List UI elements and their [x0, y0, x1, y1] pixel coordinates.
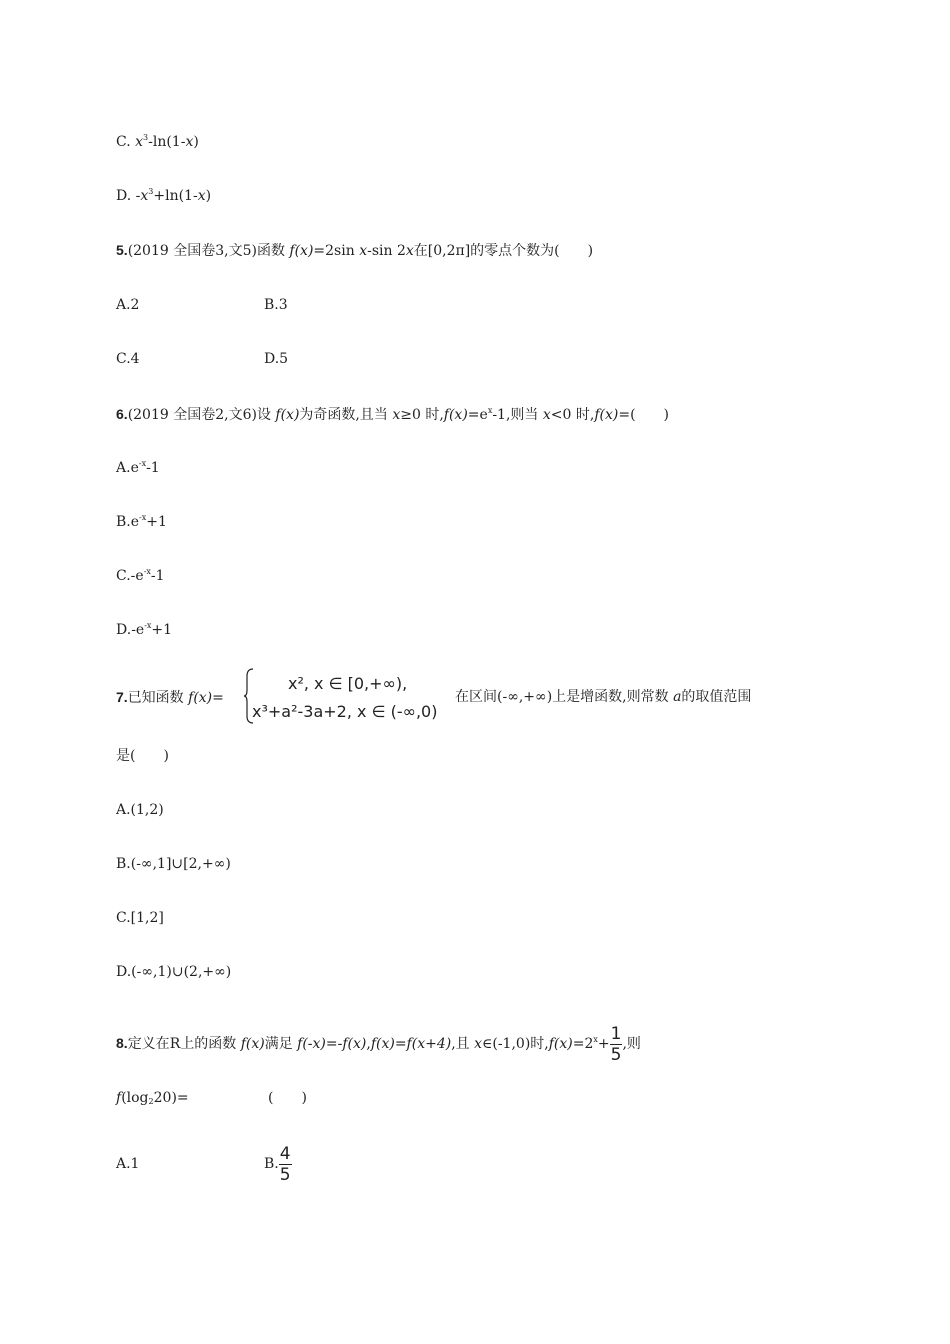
- q8-option-a: A.1: [116, 1156, 140, 1172]
- q6-option-a: $A.e^{-x}-1$: [116, 459, 160, 476]
- q6-stem: 6.(2019 全国卷2,文6)设 f(x)为奇函数,且当 x≥0 时$,f(x)=e^x-1$,则当 x<0 时,f(x)=( ): [116, 406, 669, 423]
- q6-number: 6.: [116, 406, 128, 422]
- q7-stem-prefix: 7.已知函数 f(x)=: [116, 689, 224, 706]
- q7-number: 7.: [116, 689, 128, 705]
- q4-option-c: C. $x^3-\ln(1-x)$: [116, 133, 199, 150]
- q5-option-c: C.4: [116, 351, 140, 367]
- q5-option-a: A.2: [116, 297, 140, 313]
- q7-stem-line2: 是( ): [116, 748, 169, 764]
- q5-stem: 5.(2019 全国卷3,文5)函数 f(x)=2sin x-sin 2x在[0,2π]的零点个数为( ): [116, 242, 594, 259]
- q4-option-d: D. $-x^3+\ln(1-x)$: [116, 187, 212, 204]
- q5-number: 5.: [116, 242, 128, 258]
- q7-option-a: A.(1,2): [116, 802, 164, 818]
- q6-option-d: $D.-e^{-x}+1$: [116, 621, 173, 638]
- q8-stem: 8.定义在R上的函数 f(x)满足 f(-x)=-f(x),f(x)=f(x+4),且 x∈(-1,0)时$,f(x)=2^x+$ $\frac{1}{5}$ ,则: [116, 1023, 641, 1065]
- q6-option-b: $B.e^{-x}+1$: [116, 513, 167, 530]
- fraction-one-fifth: $\frac{1}{5}$: [610, 1023, 622, 1065]
- q7-stem-suffix: 在区间(-∞,+∞)上是增函数,则常数 a的取值范围: [455, 689, 752, 705]
- piecewise-case-1: x², x ∈ [0,+∞),: [288, 674, 408, 693]
- q8-number: 8.: [116, 1035, 128, 1051]
- q5-option-d: D.5: [264, 351, 289, 367]
- q7-option-b: B.(-∞,1]∪[2,+∞): [116, 856, 231, 872]
- q5-option-b: B.3: [264, 297, 288, 313]
- piecewise-case-2: x³+a²-3a+2, x ∈ (-∞,0): [252, 702, 438, 721]
- q6-option-c: $C.-e^{-x}-1$: [116, 567, 165, 584]
- q7-option-c: C.[1,2]: [116, 910, 164, 926]
- q8-stem-line2: $f(\log_220)=$: [116, 1090, 189, 1106]
- q8-option-b: B. $\frac{4}{5}$: [264, 1143, 291, 1185]
- q8-answer-paren: ( ): [268, 1090, 307, 1106]
- fraction-four-fifths: $\frac{4}{5}$: [279, 1143, 291, 1185]
- q7-option-d: D.(-∞,1)∪(2,+∞): [116, 964, 232, 980]
